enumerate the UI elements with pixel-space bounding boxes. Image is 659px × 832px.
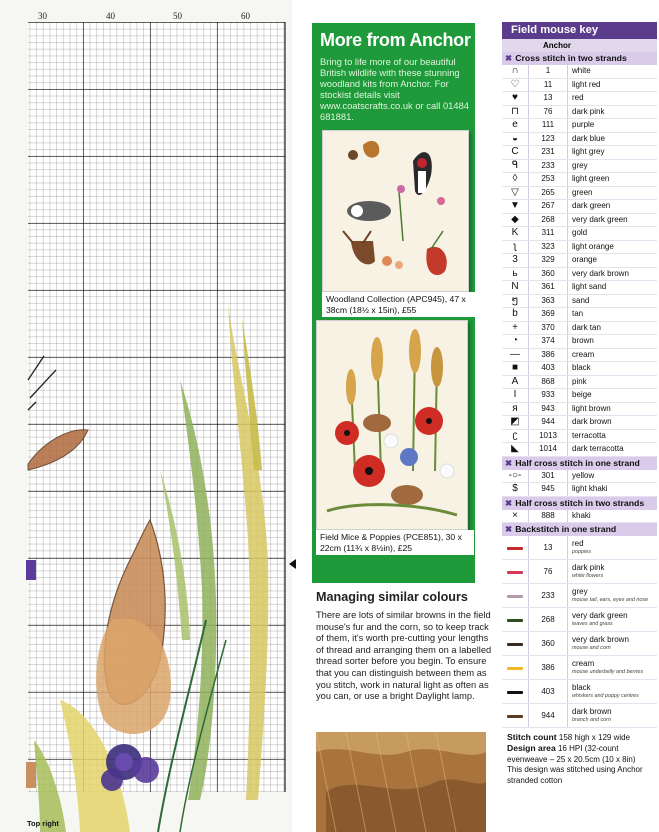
- anchor-number: 253: [529, 173, 568, 186]
- key-row: [502, 227, 657, 241]
- anchor-number: 386: [529, 349, 568, 362]
- backstitch-line-icon: [507, 715, 523, 718]
- field-mice-poppies-photo: [316, 320, 468, 530]
- usage-note: whiskers and poppy centres: [572, 693, 639, 699]
- key-symbol: ⊓: [502, 106, 529, 119]
- colour-name: orange: [572, 255, 597, 264]
- key-row: [502, 510, 657, 524]
- design-area-value: 16 HPI (32-count evenweave – 25 x 20.5cm (10 x 8in): [507, 744, 636, 764]
- colour-name: green: [572, 187, 593, 197]
- anchor-number: 1: [529, 65, 568, 78]
- backstitch-description: [568, 680, 657, 703]
- thread-note: This design was stitched using Anchor stranded cotton: [507, 765, 643, 785]
- anchor-number: 13: [529, 92, 568, 105]
- mouse-fur-closeup-photo: [316, 732, 486, 832]
- anchor-number: 11: [529, 79, 568, 92]
- half-cross-one-heading-label: Half cross stitch in one strand: [515, 457, 640, 468]
- column-number-60: 60: [241, 11, 250, 21]
- colour-name: grey: [572, 587, 588, 596]
- colour-name: dark green: [572, 201, 611, 210]
- design-area-label: Design area: [507, 743, 556, 754]
- key-row: [502, 79, 657, 93]
- anchor-number: 233: [529, 160, 568, 173]
- backstitch-line-icon: [507, 667, 523, 670]
- key-symbol: ▽: [502, 187, 529, 200]
- chart-section-caption: Top right: [27, 819, 59, 828]
- key-symbol: K: [502, 227, 529, 240]
- backstitch-line-swatch: [502, 608, 529, 631]
- backstitch-row: [502, 560, 657, 584]
- stitch-count-value: 158 high x 129 wide: [558, 733, 631, 742]
- field-mouse-key: [502, 22, 657, 832]
- colour-name: gold: [572, 228, 588, 237]
- cross-stitch-heading-label: Cross stitch in two strands: [515, 53, 627, 63]
- backstitch-line-icon: [507, 547, 523, 550]
- backstitch-row: [502, 584, 657, 608]
- key-symbol: ◣: [502, 443, 529, 456]
- anchor-number: 311: [529, 227, 568, 240]
- key-symbol: ■: [502, 362, 529, 375]
- section-cross-icon: ✖: [505, 497, 513, 508]
- colour-name: yellow: [572, 470, 595, 480]
- half-cross-two-heading-label: Half cross stitch in two strands: [515, 497, 645, 508]
- key-symbol: ◊: [502, 173, 529, 186]
- stitch-info: [502, 728, 657, 786]
- key-symbol: ◆: [502, 214, 529, 227]
- half-cross-one-heading: [502, 457, 657, 470]
- key-symbol: 3: [502, 254, 529, 267]
- section-cross-icon: ✖: [505, 524, 513, 534]
- anchor-number: 123: [529, 133, 568, 146]
- centre-marker-arrow-icon: [289, 559, 296, 569]
- backstitch-description: [568, 704, 657, 727]
- section-cross-icon: ✖: [505, 53, 513, 63]
- anchor-number: 868: [529, 376, 568, 389]
- anchor-number: 933: [529, 389, 568, 402]
- anchor-number: 111: [529, 119, 568, 132]
- key-symbol: N: [502, 281, 529, 294]
- chart-motif-illustration: [0, 0, 292, 832]
- key-row: [502, 389, 657, 403]
- backstitch-description: [568, 560, 657, 583]
- key-symbol: ь: [502, 268, 529, 281]
- colour-name: light green: [572, 174, 610, 183]
- backstitch-row: [502, 656, 657, 680]
- usage-note: white flowers: [572, 573, 604, 579]
- colour-name: dark pink: [572, 563, 605, 572]
- managing-colours-text: There are lots of similar browns in the field mouse's fur and the corn, so to keep track of them, it's worth pre-cutting your lengths of thread and arranging them on a labelled thread sorter before you begin. To ensure that you can distinguish between them as you stitch, work in natural light as often as you can, or use a bright Daylight lamp.: [316, 610, 492, 702]
- colour-name: light sand: [572, 282, 607, 291]
- half-cross-two-heading: [502, 497, 657, 510]
- key-symbol: ◒: [502, 133, 529, 146]
- key-row: [502, 119, 657, 133]
- key-row: [502, 308, 657, 322]
- anchor-number: 231: [529, 146, 568, 159]
- usage-note: mouse tail, ears, eyes and nose: [572, 597, 649, 603]
- key-title: Field mouse key: [502, 22, 657, 39]
- backstitch-line-icon: [507, 595, 523, 598]
- key-symbol: ▼: [502, 200, 529, 213]
- key-symbol: A: [502, 376, 529, 389]
- colour-name: khaki: [572, 510, 591, 520]
- backstitch-line-swatch: [502, 704, 529, 727]
- anchor-number: 76: [529, 106, 568, 119]
- key-row: [502, 335, 657, 349]
- key-row: [502, 349, 657, 363]
- backstitch-line-swatch: [502, 680, 529, 703]
- colour-name: dark brown: [572, 417, 612, 426]
- anchor-number: 360: [529, 268, 568, 281]
- key-row: [502, 65, 657, 79]
- key-symbol: ◩: [502, 416, 529, 429]
- backstitch-description: [568, 608, 657, 631]
- stitch-count-label: Stitch count: [507, 732, 557, 742]
- key-row: [502, 200, 657, 214]
- key-symbol: ×: [502, 510, 529, 523]
- key-row: [502, 430, 657, 444]
- anchor-number: 363: [529, 295, 568, 308]
- woodland-collection-caption: Woodland Collection (APC945), 47 x 38cm (18½ x 15in), £55: [322, 292, 475, 317]
- key-row: [502, 483, 657, 497]
- colour-name: light red: [572, 79, 601, 89]
- key-row: [502, 403, 657, 417]
- cross-stitch-heading: [502, 52, 657, 65]
- colour-name: light brown: [572, 403, 611, 413]
- anchor-number: 267: [529, 200, 568, 213]
- colour-name: red: [572, 93, 584, 102]
- anchor-number: 888: [529, 510, 568, 523]
- usage-note: mouse underbelly and berries: [572, 669, 644, 675]
- design-area-line: [507, 743, 652, 765]
- backstitch-heading: [502, 523, 657, 536]
- anchor-number: 403: [529, 680, 568, 703]
- colour-name: very dark green: [572, 214, 628, 224]
- key-row: [502, 416, 657, 430]
- brand-header-label: Anchor: [543, 41, 571, 50]
- key-symbol: -○-: [502, 470, 529, 483]
- anchor-number: 268: [529, 214, 568, 227]
- usage-note: branch and corn: [572, 717, 611, 723]
- key-symbol: ʅ: [502, 241, 529, 254]
- key-row: [502, 133, 657, 147]
- colour-name: cream: [572, 659, 595, 668]
- colour-name: very dark brown: [572, 268, 629, 278]
- backstitch-line-icon: [507, 643, 523, 646]
- anchor-number: 233: [529, 584, 568, 607]
- backstitch-row: [502, 632, 657, 656]
- key-row: [502, 443, 657, 457]
- cross-stitch-chart: [0, 0, 292, 832]
- key-row: [502, 214, 657, 228]
- colour-name: red: [572, 539, 584, 548]
- anchor-number: 374: [529, 335, 568, 348]
- column-number-40: 40: [106, 11, 115, 21]
- anchor-number: 369: [529, 308, 568, 321]
- more-from-anchor-title: More from Anchor: [320, 30, 471, 50]
- colour-name: brown: [572, 336, 594, 345]
- column-number-50: 50: [173, 11, 182, 21]
- colour-name: beige: [572, 390, 592, 399]
- anchor-number: 1013: [529, 430, 568, 443]
- key-symbol: —: [502, 349, 529, 362]
- colour-name: light grey: [572, 147, 605, 156]
- backstitch-row: [502, 608, 657, 632]
- anchor-number: 944: [529, 704, 568, 727]
- key-row: [502, 106, 657, 120]
- backstitch-table: [502, 536, 657, 728]
- colour-name: dark brown: [572, 707, 612, 716]
- key-row: [502, 281, 657, 295]
- key-symbol: +: [502, 322, 529, 335]
- usage-note: poppies: [572, 549, 591, 555]
- key-row: [502, 268, 657, 282]
- key-row: [502, 187, 657, 201]
- key-row: [502, 295, 657, 309]
- anchor-number: 361: [529, 281, 568, 294]
- usage-note: leaves and grass: [572, 621, 613, 627]
- key-symbol: ♥: [502, 92, 529, 105]
- colour-name: light khaki: [572, 484, 608, 493]
- backstitch-row: [502, 680, 657, 704]
- key-symbol: ◔: [502, 335, 529, 348]
- colour-name: dark pink: [572, 106, 605, 116]
- anchor-number: 76: [529, 560, 568, 583]
- stitch-count-line: [507, 732, 652, 743]
- usage-note: mouse and corn: [572, 645, 611, 651]
- anchor-number: 386: [529, 656, 568, 679]
- colour-name: black: [572, 363, 591, 372]
- backstitch-description: [568, 584, 657, 607]
- anchor-number: 329: [529, 254, 568, 267]
- key-symbol: I: [502, 389, 529, 402]
- anchor-number: 1014: [529, 443, 568, 456]
- key-row: [502, 241, 657, 255]
- key-symbol: ∩: [502, 65, 529, 78]
- more-from-anchor-text: Bring to life more of our beautiful British wildlife with these stunning woodland kits from Anchor. For stockist details visit www.coatscrafts.co.uk or call 01484 681881.: [320, 56, 470, 122]
- anchor-number: 301: [529, 470, 568, 483]
- colour-name: tan: [572, 309, 584, 318]
- key-row: [502, 376, 657, 390]
- key-row: [502, 322, 657, 336]
- anchor-number: 265: [529, 187, 568, 200]
- backstitch-row: [502, 536, 657, 560]
- key-symbol: я: [502, 403, 529, 416]
- cross-stitch-table: [502, 65, 657, 457]
- key-symbol: ᑫ: [502, 160, 529, 173]
- backstitch-line-swatch: [502, 536, 529, 559]
- half-cross-one-table: [502, 470, 657, 497]
- half-cross-two-table: [502, 510, 657, 524]
- colour-name: grey: [572, 160, 588, 170]
- key-row: [502, 146, 657, 160]
- key-symbol: $: [502, 483, 529, 496]
- backstitch-line-icon: [507, 619, 523, 622]
- key-symbol: b: [502, 308, 529, 321]
- key-brand-header: [502, 39, 657, 52]
- backstitch-line-swatch: [502, 656, 529, 679]
- backstitch-line-icon: [507, 691, 523, 694]
- key-row: [502, 254, 657, 268]
- key-symbol: ♡: [502, 79, 529, 92]
- backstitch-description: [568, 632, 657, 655]
- colour-name: dark terracotta: [572, 444, 624, 453]
- anchor-number: 944: [529, 416, 568, 429]
- woodland-collection-photo: [322, 130, 469, 292]
- colour-name: very dark green: [572, 611, 628, 620]
- backstitch-line-icon: [507, 571, 523, 574]
- managing-colours-heading: Managing similar colours: [316, 590, 468, 604]
- colour-name: cream: [572, 349, 595, 359]
- anchor-number: 13: [529, 536, 568, 559]
- backstitch-line-swatch: [502, 632, 529, 655]
- section-cross-icon: ✖: [505, 457, 513, 468]
- backstitch-heading-label: Backstitch in one strand: [515, 524, 617, 534]
- key-symbol: C: [502, 146, 529, 159]
- anchor-number: 945: [529, 483, 568, 496]
- colour-name: terracotta: [572, 430, 606, 440]
- colour-name: light orange: [572, 241, 614, 251]
- backstitch-line-swatch: [502, 584, 529, 607]
- key-symbol: ʗ: [502, 430, 529, 443]
- backstitch-row: [502, 704, 657, 728]
- anchor-number: 360: [529, 632, 568, 655]
- key-symbol: e: [502, 119, 529, 132]
- colour-name: pink: [572, 376, 587, 386]
- colour-name: dark blue: [572, 133, 605, 143]
- backstitch-description: [568, 656, 657, 679]
- key-row: [502, 470, 657, 484]
- anchor-number: 943: [529, 403, 568, 416]
- backstitch-line-swatch: [502, 560, 529, 583]
- key-symbol: ໆ: [502, 295, 529, 308]
- colour-name: purple: [572, 120, 595, 129]
- column-number-30: 30: [38, 11, 47, 21]
- colour-name: white: [572, 66, 591, 75]
- colour-name: very dark brown: [572, 635, 629, 644]
- colour-name: sand: [572, 295, 590, 305]
- key-row: [502, 362, 657, 376]
- colour-name: dark tan: [572, 322, 601, 332]
- anchor-number: 323: [529, 241, 568, 254]
- backstitch-description: [568, 536, 657, 559]
- key-row: [502, 160, 657, 174]
- field-mice-poppies-caption: Field Mice & Poppies (PCE851), 30 x 22cm (11¾ x 8½in), £25: [316, 530, 474, 555]
- key-row: [502, 92, 657, 106]
- colour-name: black: [572, 683, 591, 692]
- anchor-number: 403: [529, 362, 568, 375]
- key-row: [502, 173, 657, 187]
- anchor-number: 370: [529, 322, 568, 335]
- anchor-number: 268: [529, 608, 568, 631]
